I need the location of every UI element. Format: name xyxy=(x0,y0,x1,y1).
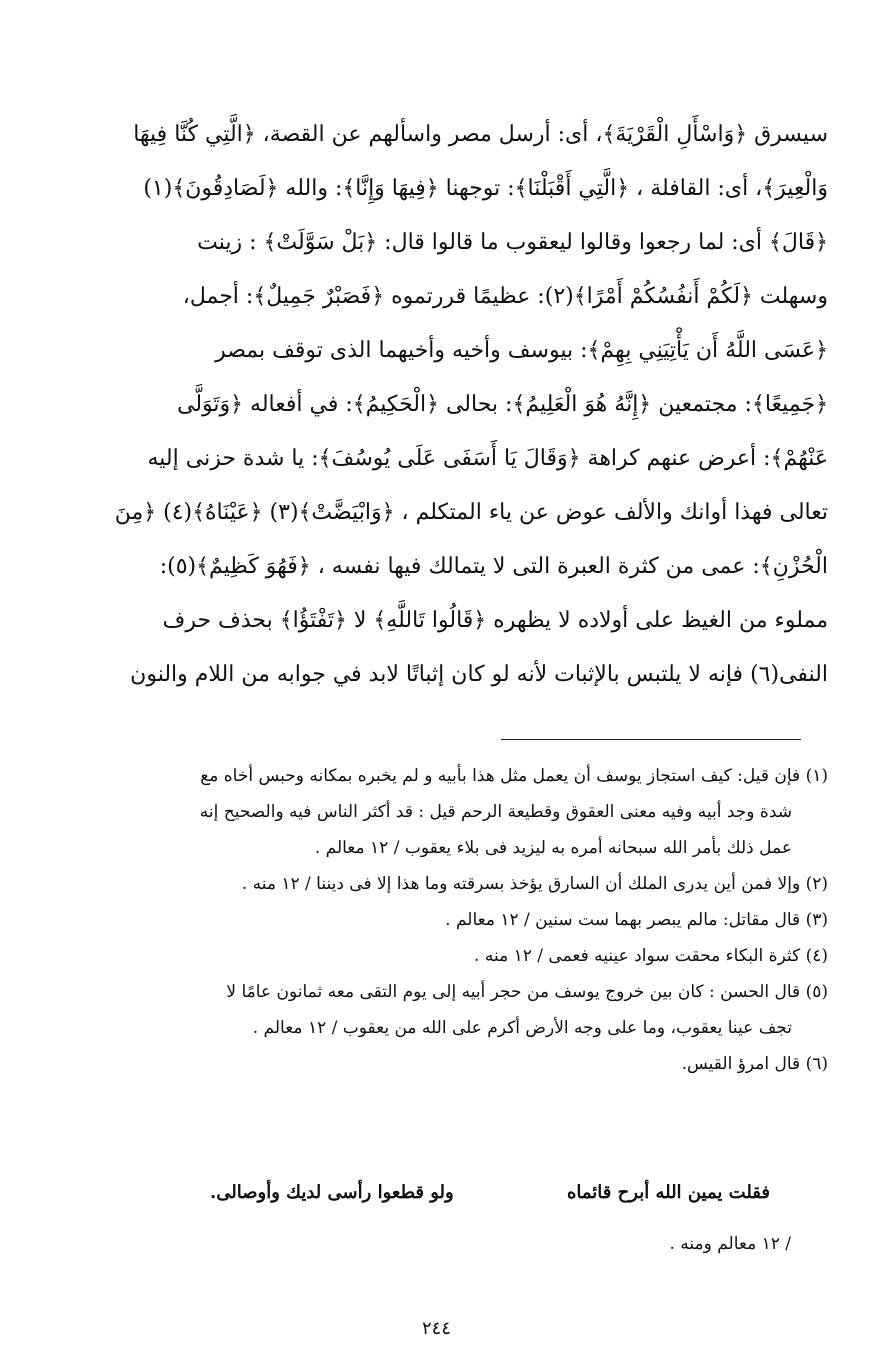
footnote-5-line: (٥) قال الحسن : كان بين خروج يوسف من حجر أبيه إلى يوم التقى معه ثمانون عامًا لا xyxy=(226,982,828,1002)
footnotes-block xyxy=(48,758,828,1082)
poem-verse xyxy=(100,1182,770,1222)
footnote-1-line: شدة وجد أبيه وفيه معنى العقوق وقطيعة الرحم قيل : قد أكثر الناس فيه والصحيح إنه xyxy=(199,802,792,822)
footnote-5-line: تجف عينا يعقوب، وما على وجه الأرض أكرم على الله من يعقوب / ١٢ معالم . xyxy=(252,1018,792,1038)
poem-hemistich-first: فقلت يمين الله أبرح قائماه xyxy=(566,1182,770,1203)
footnote-1-line: (١) فإن قيل: كيف استجاز يوسف أن يعمل مثل هذا بأبيه و لم يخبره بمكانه وحبس أخاه مع xyxy=(200,766,828,786)
footnote-4-line: (٤) كثرة البكاء محقت سواد عينيه فعمى / ١٢ منه . xyxy=(474,946,828,966)
footnote-1-line: عمل ذلك بأمر الله سبحانه أمره به ليزيد فى بلاء يعقوب / ١٢ معالم . xyxy=(314,838,792,858)
main-text-line: وَالْعِيرَ﴾، أى: القافلة ، ﴿الَّتِي أَقْبَلْنَا﴾: توجهنا ﴿فِيهَا وَإِنَّا﴾: والله ﴿لَصَادِقُونَ﴾(١) xyxy=(143,176,828,201)
poem-hemistich-second: ولو قطعوا رأسى لديك وأوصالى. xyxy=(210,1182,454,1203)
main-text-line: وسهلت ﴿لَكُمْ أَنفُسُكُمْ أَمْرًا﴾(٢): عظيمًا قررتموه ﴿فَصَبْرٌ جَمِيلٌ﴾: أجمل، xyxy=(182,284,828,309)
footnote-3-line: (٣) قال مقاتل: مالم يبصر بهما ست سنين / ١٢ معالم . xyxy=(445,910,828,930)
main-text-line: ﴿قَالَ﴾ أى: لما رجعوا وقالوا ليعقوب ما قالوا قال: ﴿بَلْ سَوَّلَتْ﴾ : زينت xyxy=(197,230,828,255)
main-text-line: النفى(٦) فإنه لا يلتبس بالإثبات لأنه لو كان إثباتًا لابد في جوابه من اللام والنون xyxy=(130,662,828,687)
main-text-line: عَنْهُمْ﴾: أعرض عنهم كراهة ﴿وَقَالَ يَا أَسَفَى عَلَى يُوسُفَ﴾: يا شدة حزنى إليه xyxy=(147,446,828,471)
main-text-line: تعالى فهذا أوانك والألف عوض عن ياء المتكلم ، ﴿وَابْيَضَّتْ﴾(٣) ﴿عَيْنَاهُ﴾(٤) ﴿مِنَ xyxy=(114,500,828,525)
page-number: ٢٤٤ xyxy=(421,1318,451,1339)
main-text-line: ﴿عَسَى اللَّهُ أَن يَأْتِيَنِي بِهِمْ﴾: بيوسف وأخيه وأخيهما الذى توقف بمصر xyxy=(215,338,828,363)
main-text-line: ﴿جَمِيعًا﴾: مجتمعين ﴿إِنَّهُ هُوَ الْعَلِيمُ﴾: بحالى ﴿الْحَكِيمُ﴾: في أفعاله ﴿وَتَوَلَّى xyxy=(177,392,828,417)
main-text-block xyxy=(48,108,828,702)
footnote-6-line: (٦) قال امرؤ القيس. xyxy=(681,1054,828,1074)
footnote-divider xyxy=(501,739,801,740)
main-text-line: مملوء من الغيظ على أولاده لا يظهره ﴿قَالُوا تَاللَّهِ﴾ لا ﴿تَفْتَؤُا﴾ بحذف حرف xyxy=(162,608,828,633)
main-text-line: الْحُزْنِ﴾: عمى من كثرة العبرة التى لا يتمالك فيها نفسه ، ﴿فَهُوَ كَظِيمٌ﴾(٥): xyxy=(159,554,828,579)
main-text-line: سيسرق ﴿وَاسْأَلِ الْقَرْيَةَ﴾، أى: أرسل مصر واسألهم عن القصة، ﴿الَّتِي كُنَّا فِيهَا xyxy=(133,122,828,147)
footnote-2-line: (٢) وإلا فمن أين يدرى الملك أن السارق يؤخذ بسرقته وما هذا إلا فى ديننا / ١٢ منه . xyxy=(241,874,828,894)
poem-source-note: / ١٢ معالم ومنه . xyxy=(669,1234,791,1254)
